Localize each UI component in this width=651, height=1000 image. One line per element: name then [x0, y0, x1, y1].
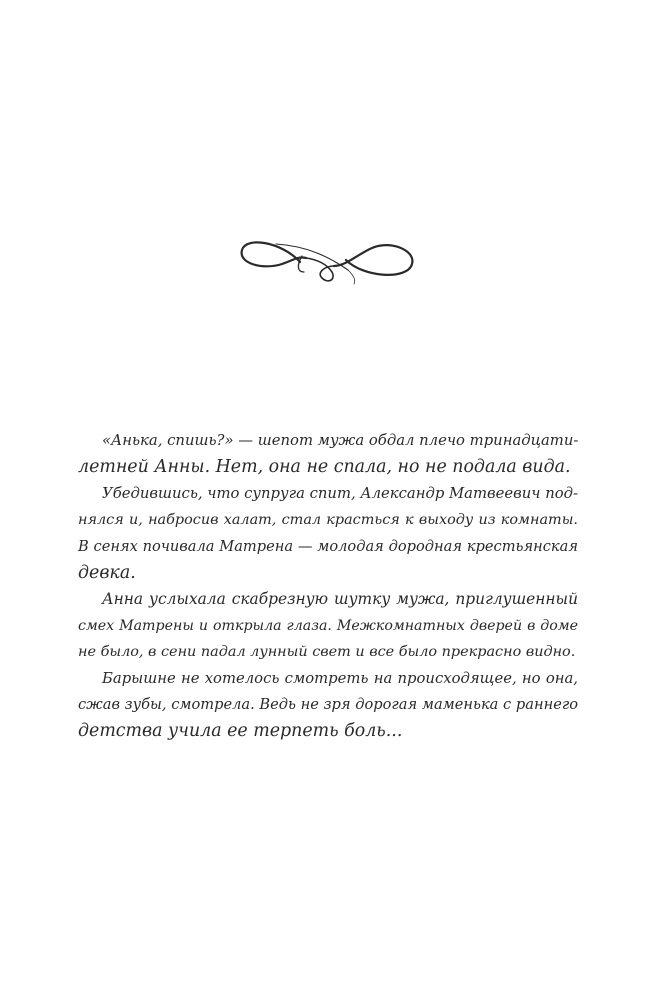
text-line: Анна услыхала скабрезную шутку мужа, приглушенный	[102, 590, 578, 609]
text-line: не было, в сени падал лунный свет и все было прекрасно видно.	[78, 644, 576, 661]
flourish-divider-icon	[236, 222, 416, 292]
paragraph	[78, 586, 578, 665]
text-line: Убедившись, что супруга спит, Александр Матвеевич под-	[102, 484, 579, 502]
text-line: «Анька, спишь?» — шепот мужа обдал плечо тринадцати-	[102, 432, 579, 449]
text-line: девка.	[78, 563, 136, 584]
text-line: смех Матрены и открыла глаза. Межкомнатных дверей в доме	[78, 617, 578, 634]
text-line: нялся и, набросив халат, стал красться к выходу из комнаты.	[78, 512, 578, 529]
text-line: сжав зубы, смотрела. Ведь не зря дорогая маменька с раннего	[78, 696, 578, 714]
paragraph	[78, 428, 578, 481]
paragraph	[78, 666, 578, 745]
paragraph	[78, 481, 578, 587]
text-line: Барышне не хотелось смотреть на происходящее, но она,	[102, 669, 578, 687]
text-line: летней Анны. Нет, она не спала, но не подала вида.	[78, 457, 571, 478]
body-text	[78, 428, 578, 745]
text-line: детства учила ее терпеть боль...	[78, 721, 403, 742]
text-line: В сенях почивала Матрена — молодая дородная крестьянская	[78, 537, 578, 555]
